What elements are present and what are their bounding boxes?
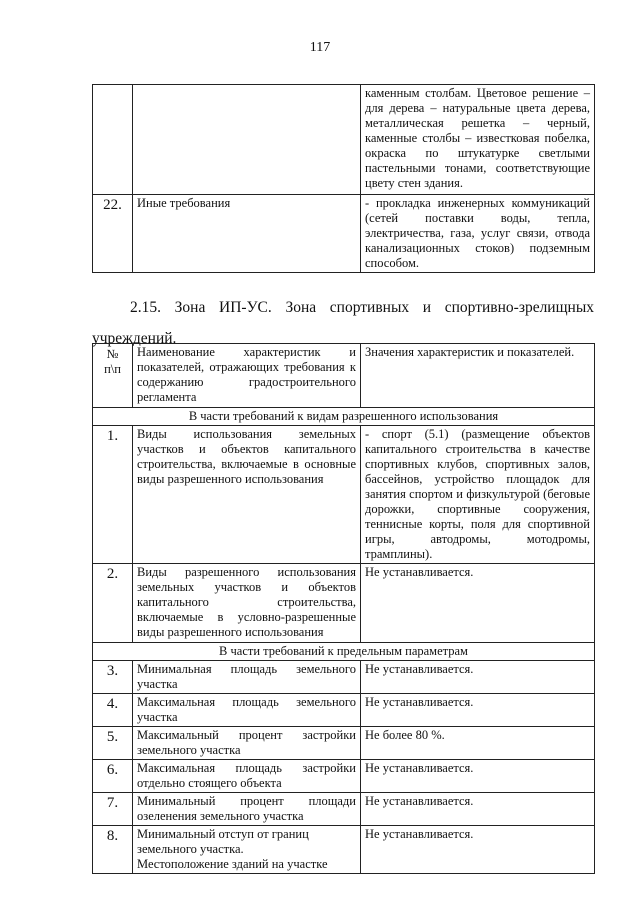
row-number: 4. xyxy=(93,694,133,727)
row-value: Не более 80 %. xyxy=(361,727,595,760)
row-number: 1. xyxy=(93,426,133,564)
table-row xyxy=(93,564,595,643)
table-row xyxy=(93,661,595,694)
table-header-row xyxy=(93,344,595,408)
group-title-row xyxy=(93,408,595,426)
row-name: Максимальная площадь застройки отдельно стоящего объекта xyxy=(133,760,361,793)
row-number: 2. xyxy=(93,564,133,643)
requirements-table-continued xyxy=(92,84,595,273)
table-row xyxy=(93,426,595,564)
table-row xyxy=(93,826,595,874)
row-value: Не устанавливается. xyxy=(361,793,595,826)
row-value: - прокладка инженерных коммуникаций (сетей поставки воды, тепла, электричества, газа, услуг связи, отвода канализационных стоков) подземным способом. xyxy=(361,195,595,273)
table-row xyxy=(93,760,595,793)
group-title: В части требований к предельным параметрам xyxy=(93,643,595,661)
row-name: Минимальная площадь земельного участка xyxy=(133,661,361,694)
header-value: Значения характеристик и показателей. xyxy=(361,344,595,408)
header-name: Наименование характеристик и показателей, отражающих требования к содержанию градостроительного регламента xyxy=(133,344,361,408)
row-number: 7. xyxy=(93,793,133,826)
row-name-extra: Местоположение зданий на участке xyxy=(137,857,328,871)
section-heading-line2: учреждений. xyxy=(92,330,177,347)
group-title-row xyxy=(93,643,595,661)
header-num: № п\п xyxy=(93,344,133,408)
row-name xyxy=(133,85,361,195)
row-name: Виды разрешенного использования земельных участков и объектов капитального строительства, включаемые в условно-разрешенные виды разрешенного использования xyxy=(133,564,361,643)
row-name: Минимальный отступ от границ земельного участка. xyxy=(137,827,309,856)
row-value: Не устанавливается. xyxy=(361,661,595,694)
table-row xyxy=(93,727,595,760)
row-name: Минимальный процент площади озеленения земельного участка xyxy=(133,793,361,826)
row-number: 8. xyxy=(93,826,133,874)
row-value: Не устанавливается. xyxy=(361,564,595,643)
page-number: 117 xyxy=(309,40,331,55)
row-name: Максимальная площадь земельного участка xyxy=(133,694,361,727)
table-row xyxy=(93,793,595,826)
section-heading-line1: 2.15. Зона ИП-УС. Зона спортивных и спортивно-зрелищных xyxy=(130,299,594,316)
row-value: Не устанавливается. xyxy=(361,694,595,727)
row-name-cell xyxy=(133,826,361,874)
row-value: - спорт (5.1) (размещение объектов капитального строительства в качестве спортивных клубов, спортивных залов, бассейнов, устройство площадок для занятия спортом и физкультурой (беговые дорожки, спортивные сооружения, теннисные корты, поля для спортивной игры, автодромы, мотодромы, трамплины). xyxy=(361,426,595,564)
row-name: Виды использования земельных участков и объектов капитального строительства, включаемые в основные виды разрешенного использования xyxy=(133,426,361,564)
row-value: Не устанавливается. xyxy=(361,826,595,874)
table-row xyxy=(93,694,595,727)
zone-requirements-table xyxy=(92,343,595,874)
row-number: 22. xyxy=(93,195,133,273)
table-row xyxy=(93,85,595,195)
row-number xyxy=(93,85,133,195)
table-row xyxy=(93,195,595,273)
row-number: 5. xyxy=(93,727,133,760)
row-name: Иные требования xyxy=(133,195,361,273)
row-value: каменным столбам. Цветовое решение – для дерева – натуральные цвета дерева, металлическая решетка – черный, каменные столбы – известковая побелка, окраска по штукатурке светлыми пастельными тонами, соответствующие цвету стен здания. xyxy=(361,85,595,195)
row-number: 3. xyxy=(93,661,133,694)
row-number: 6. xyxy=(93,760,133,793)
group-title: В части требований к видам разрешенного использования xyxy=(93,408,595,426)
row-value: Не устанавливается. xyxy=(361,760,595,793)
row-name: Максимальный процент застройки земельного участка xyxy=(133,727,361,760)
